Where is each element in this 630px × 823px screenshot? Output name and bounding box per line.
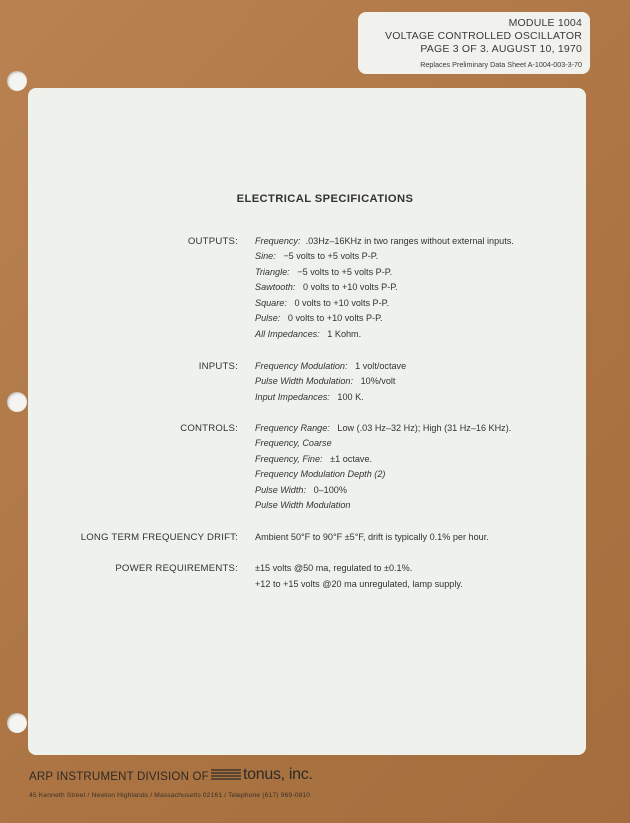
controls-label: CONTROLS: — [180, 423, 238, 434]
spec-value: Low (.03 Hz–32 Hz); High (31 Hz–16 KHz). — [337, 423, 512, 433]
spec-value: 0 volts to +10 volts P-P. — [294, 298, 390, 308]
spec-value: 1 Kohm. — [327, 329, 362, 339]
controls-line — [255, 423, 511, 433]
outputs-line — [255, 236, 514, 246]
module-label-box — [358, 12, 590, 74]
spec-value: −5 volts to +5 volts P-P. — [297, 267, 393, 277]
spec-key: Pulse Width: — [255, 485, 306, 495]
drift-label: LONG TERM FREQUENCY DRIFT: — [80, 532, 238, 543]
spec-value: +12 to +15 volts @20 ma unregulated, lamp supply. — [255, 579, 463, 589]
brand-name: tonus, inc. — [243, 766, 313, 783]
binder-hole-top — [7, 71, 27, 91]
spec-value: 0–100% — [313, 485, 347, 495]
inputs-line — [255, 376, 395, 386]
spec-key: Frequency Modulation Depth (2) — [255, 469, 386, 479]
binder-hole-bottom — [7, 713, 27, 733]
spec-key: Frequency Modulation: — [255, 361, 348, 371]
tonus-stripes-icon — [211, 767, 241, 783]
controls-line — [255, 454, 372, 464]
binder-hole-middle — [7, 392, 27, 412]
spec-value: 0 volts to +10 volts P-P. — [303, 282, 398, 292]
page-title: ELECTRICAL SPECIFICATIONS — [236, 193, 414, 205]
spec-value: 100 K. — [337, 392, 364, 402]
outputs-line — [255, 313, 382, 323]
division-name: ARP INSTRUMENT DIVISION OF — [29, 771, 209, 783]
inputs-label: INPUTS: — [198, 361, 238, 372]
drift-line — [255, 532, 489, 542]
spec-key: Sine: — [255, 251, 276, 261]
spec-value: 1 volt/octave — [355, 361, 407, 371]
spec-key: Square: — [255, 298, 287, 308]
spec-key: Sawtooth: — [255, 282, 296, 292]
module-number: MODULE 1004 — [508, 17, 582, 29]
controls-line — [255, 438, 332, 448]
controls-line — [255, 485, 347, 495]
outputs-label: OUTPUTS: — [187, 236, 238, 247]
outputs-line — [255, 282, 398, 292]
inputs-line — [255, 361, 406, 371]
spec-value: .03Hz–16KHz in two ranges without external inputs. — [305, 236, 514, 246]
inputs-line — [255, 392, 364, 402]
controls-line — [255, 500, 350, 510]
spec-key: Pulse: — [255, 313, 281, 323]
outputs-line — [255, 251, 378, 261]
power-label: POWER REQUIREMENTS: — [115, 563, 238, 574]
spec-value: Ambient 50°F to 90°F ±5°F, drift is typically 0.1% per hour. — [255, 532, 489, 542]
spec-value: 0 volts to +10 volts P-P. — [287, 313, 383, 323]
spec-value: 10%/volt — [360, 376, 396, 386]
spec-key: Frequency, Coarse — [255, 438, 332, 448]
spec-key: Frequency: — [255, 236, 301, 246]
spec-key: Frequency, Fine: — [255, 454, 323, 464]
page-info: PAGE 3 OF 3. AUGUST 10, 1970 — [420, 43, 582, 55]
outputs-line — [255, 298, 389, 308]
spec-key: Pulse Width Modulation: — [255, 376, 353, 386]
spec-key: Triangle: — [255, 267, 290, 277]
power-line — [255, 563, 412, 573]
spec-value: ±1 octave. — [330, 454, 373, 464]
controls-line — [255, 469, 385, 479]
outputs-line — [255, 329, 361, 339]
spec-key: Input Impedances: — [255, 392, 330, 402]
spec-panel — [28, 88, 586, 755]
spec-key: All Impedances: — [255, 329, 320, 339]
spec-key: Pulse Width Modulation — [255, 500, 351, 510]
module-name: VOLTAGE CONTROLLED OSCILLATOR — [385, 30, 582, 42]
spec-key: Frequency Range: — [255, 423, 330, 433]
outputs-line — [255, 267, 392, 277]
power-line — [255, 579, 463, 589]
spec-value: −5 volts to +5 volts P-P. — [283, 251, 379, 261]
tonus-logo — [211, 767, 313, 783]
company-address: 45 Kenneth Street / Newton Highlands / Massachusetts 02161 / Telephone (617) 969-0810 — [29, 792, 311, 799]
replaces-note: Replaces Preliminary Data Sheet A-1004-003-3-70 — [420, 60, 582, 69]
spec-value: ±15 volts @50 ma, regulated to ±0.1%. — [255, 563, 413, 573]
